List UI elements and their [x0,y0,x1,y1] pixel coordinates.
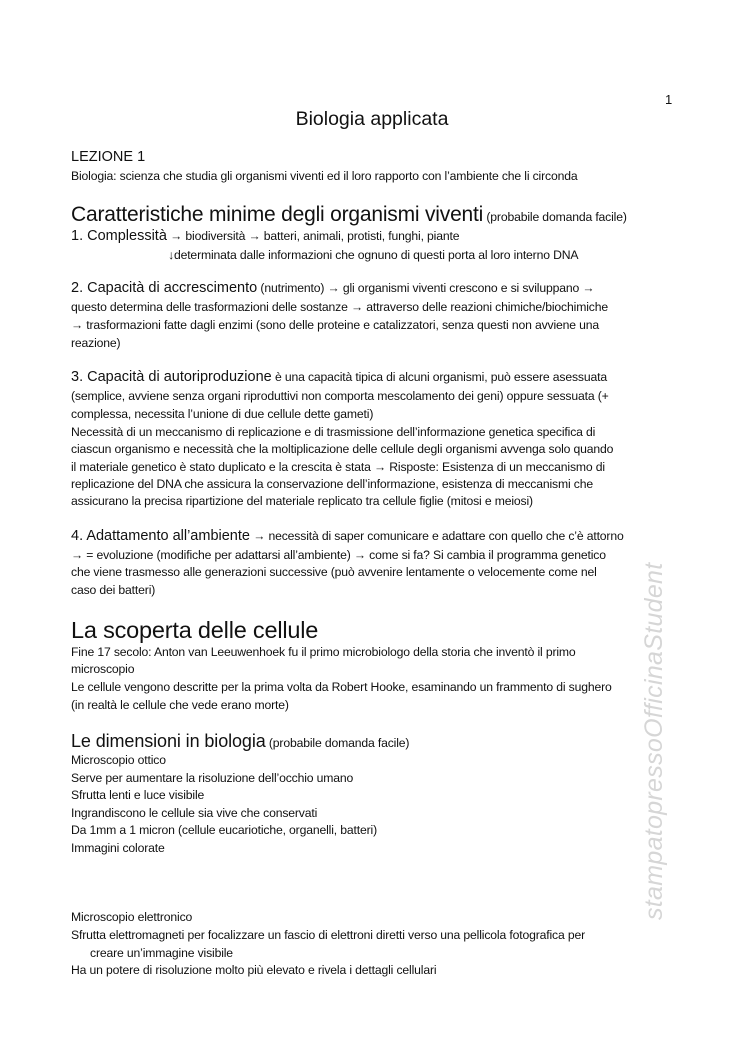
lesson-label: LEZIONE 1 [71,149,146,165]
text-line: → = evoluzione (modifiche per adattarsi all’ambiente) → come si fa? Si cambia il programma genetico [71,548,606,562]
text-line: → trasformazioni fatte dagli enzimi (sono delle proteine e catalizzatori, senza questi non avviene una [71,318,600,332]
text-line: ciascun organismo e necessità che la moltiplicazione delle cellule degli organismi avvenga solo quando [71,442,614,456]
text-line: creare un’immagine visibile [90,946,233,960]
heading-note: (probabile domanda facile) [486,210,627,224]
watermark: stampatopressoOfficinaStudent [640,562,668,920]
text-line: ↓determinata dalle informazioni che ognuno di questi porta al loro interno DNA [168,248,579,262]
section-heading-discovery: La scoperta delle cellule [71,617,319,643]
definition: Biologia: scienza che studia gli organismi viventi ed il loro rapporto con l’ambiente che li circonda [71,169,578,183]
text-line: che viene trasmesso alle generazioni successive (può avvenire lentamente o velocemente come nel [71,565,597,579]
item-reproduction [71,369,607,385]
text-line: (in realtà le cellule che vede erano morte) [71,698,289,712]
text-line: Necessità di un meccanismo di replicazione e di trasmissione dell’informazione genetica specifica di [71,425,596,439]
item-text: → biodiversità → batteri, animali, protisti, funghi, piante [170,229,460,243]
text-line: Ha un potere di risoluzione molto più elevato e rivela i dettagli cellulari [71,963,437,977]
item-lead: 4. Adattamento all’ambiente [71,528,250,544]
text-line: Da 1mm a 1 micron (cellule eucariotiche, organelli, batteri) [71,823,377,837]
text-line: microscopio [71,662,135,676]
text-line: Microscopio elettronico [71,910,193,924]
item-lead: 1. Complessità [71,228,167,244]
item-text: (nutrimento) → gli organismi viventi crescono e si sviluppano → [260,281,595,295]
text-line: reazione) [71,336,121,350]
section-heading-characteristics [71,202,627,228]
text-line: questo determina delle trasformazioni delle sostanze → attraverso delle reazioni chimiche/biochimiche [71,300,608,314]
page-number: 1 [665,92,673,107]
text-line: Le cellule vengono descritte per la prima volta da Robert Hooke, esaminando un frammento di sughero [71,680,612,694]
text-line: Fine 17 secolo: Anton van Leeuwenhoek fu il primo microbiologo della storia che inventò il primo [71,645,576,659]
heading-text: Le dimensioni in biologia [71,731,266,751]
item-text: è una capacità tipica di alcuni organismi, può essere asessuata [271,370,607,384]
heading-note: (probabile domanda facile) [268,736,410,750]
text-line: complessa, necessita l’unione di due cellule dette gameti) [71,407,374,421]
item-complexity [71,228,459,244]
item-growth [71,280,594,296]
document-title: Biologia applicata [295,108,449,130]
text-line: replicazione del DNA che assicura la conservazione dell’informazione, esistenza di meccanismi che [71,477,593,491]
item-text: → necessità di saper comunicare e adattare con quello che c’è attorno [253,529,624,543]
item-lead: 2. Capacità di accrescimento [71,280,258,296]
text-line: Sfrutta elettromagneti per focalizzare un fascio di elettroni diretti verso una pellicola fotografica per [71,928,586,942]
text-line: (semplice, avviene senza organi riproduttivi non comporta mescolamento dei geni) oppure sessuata (+ [71,389,609,403]
text-line: Immagini colorate [71,841,165,855]
item-adaptation [71,528,624,544]
heading-text: Caratteristiche minime degli organismi viventi [71,203,484,226]
text-line: Microscopio ottico [71,753,166,767]
text-line: caso dei batteri) [71,583,156,597]
text-line: Ingrandiscono le cellule sia vive che conservati [71,806,318,820]
item-lead: 3. Capacità di autoriproduzione [71,369,272,385]
text-line: il materiale genetico è stato duplicato e la crescita è stata → Risposte: Esistenza di un meccanismo di [71,460,605,474]
section-heading-dimensions [71,730,409,752]
text-line: Serve per aumentare la risoluzione dell’occhio umano [71,771,354,785]
text-line: Sfrutta lenti e luce visibile [71,788,205,802]
text-line: assicurano la precisa ripartizione del materiale replicato tra cellule figlie (mitosi e meiosi) [71,494,533,508]
